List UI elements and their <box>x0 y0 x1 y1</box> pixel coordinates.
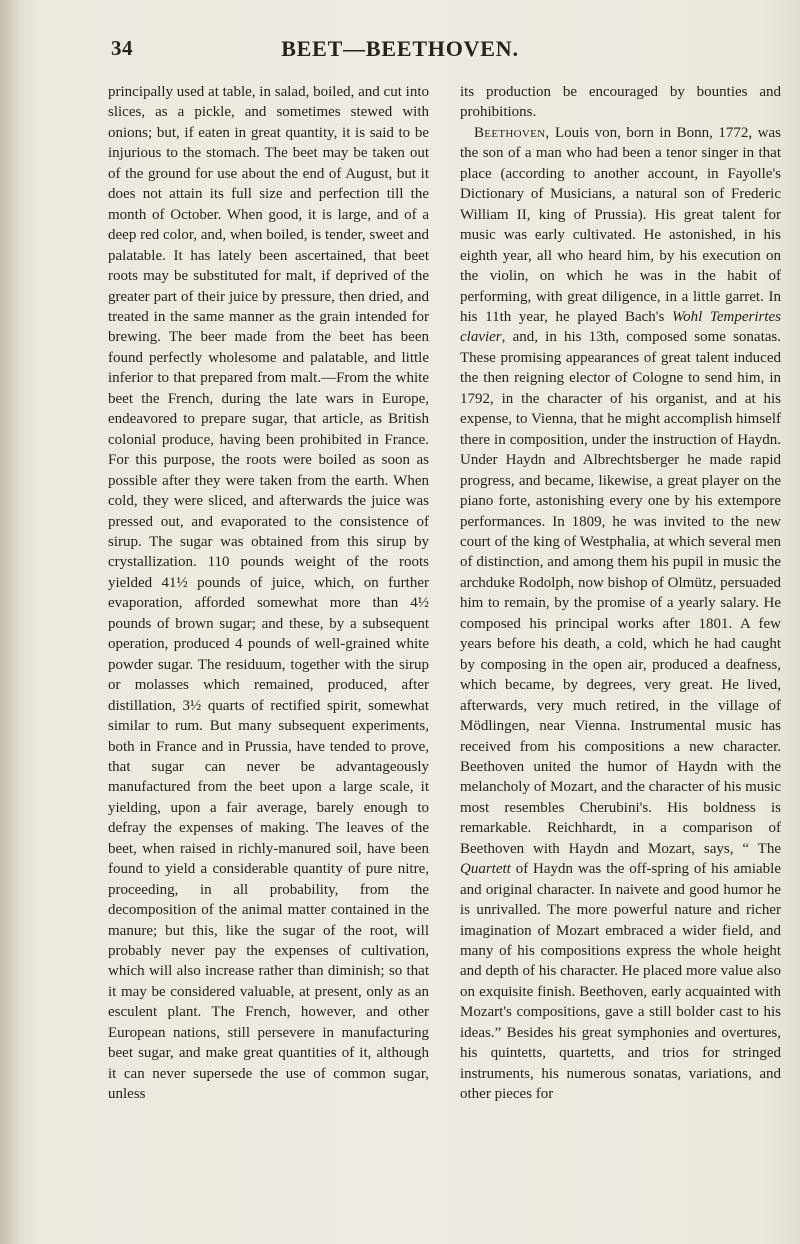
quartett-term: Quartett <box>460 861 511 878</box>
beet-article-continuation: principally used at table, in salad, boiled, and cut into slices, as a pickle, and sometimes stewed with onions; but, if eaten in great quantity, it is said to be injurious to the stomach. The beet may be taken out of the ground for use about the end of August, but it does not attain its full size and perfection till the month of October. When good, it is large, and of a deep red color, and, when boiled, is tender, sweet and palatable. It has lately been ascertained, that beet roots may be substituted for malt, if deprived of the greater part of their juice by pressure, then dried, and treated in the same manner as the grain intended for brewing. The beer made from the beet has been found perfectly wholesome and palatable, and little inferior to that prepared from malt.—From the white beet the French, during the late wars in Europe, endeavored to prepare sugar, that article, as British colonial produce, having been prohibited in France. For this purpose, the roots were boiled as soon as possible after they were taken from the earth. When cold, they were sliced, and afterwards the juice was pressed out, and evaporated to the consistence of sirup. The sugar was obtained from this sirup by crystallization. 110 pounds weight of the roots yielded 41½ pounds of juice, which, on further evaporation, afforded somewhat more than 4½ pounds of brown sugar; and these, by a subsequent operation, produced 4 pounds of well-grained white powder sugar. The residuum, together with the sirup or molasses which remained, produced, after distillation, 3½ quarts of rectified spirit, somewhat similar to rum. But many subsequent experiments, both in France and in Prussia, have tended to prove, that sugar can never be advantageously manufactured from the beet upon a large scale, it yielding, upon a fair average, barely enough to defray the expenses of making. The leaves of the beet, when raised in richly-manured soil, have been found to yield a considerable quantity of pure nitre, proceeding, in all probability, from the decomposition of the animal matter contained in the manure; but this, like the sugar of the root, will probably never pay the expenses of cultivation, which will also increase rather than diminish; so that it may be considered valuable, at present, only as an esculent plant. The French, however, and other European nations, still persevere in manufacturing beet sugar, and make great quantities of it, although it can never supersede the use of common sugar, unless <box>108 84 429 1103</box>
page-number: 34 <box>111 36 133 60</box>
entry-headword: Beethoven, <box>474 124 550 141</box>
work-title: Wohl Temperirtes clavier <box>460 308 782 346</box>
left-column <box>108 82 429 1105</box>
entry-text-part-3: of Haydn was the off-spring of his amiable and original character. In naivete and good humor he is unrivalled. The more powerful nature and richer imagination of Mozart embraced a wider field, and many of his compositions express the whole height and depth of his character. He placed more value also on exquisite finish. Beethoven, early acquainted with Mozart's compositions, gave a still bolder cast to his ideas.” Besides his great symphonies and overtures, his quintetts, quartetts, and trios for stringed instruments, his numerous sonatas, variations, and other pieces for <box>460 861 781 1103</box>
running-head: BEET—BEETHOVEN. <box>281 36 519 61</box>
entry-text-part-2: , and, in his 13th, composed some sonatas. These promising appearances of great talent induced the then reigning elector of Cologne to send him, in 1792, in the character of his organist, and at his expense, to Vienna, that he might accomplish himself there in composition, under the instruction of Haydn. Under Haydn and Albrechtsberger he made rapid progress, and became, likewise, a great player on the piano forte, astonishing every one by his extempore performances. In 1809, he was invited to the new court of the king of Westphalia, at which several men of distinction, and among them his pupil in music the archduke Rodolph, now bishop of Olmütz, persuaded him to remain, by the promise of a yearly salary. He composed his principal works after 1801. A few years before his death, a cold, which he had caught by composing in the open air, produced a deafness, which became, by degrees, very great. He lived, afterwards, very much retired, in the village of Mödlingen, near Vienna. Instrumental music has received from his compositions a new character. Beethoven united the humor of Haydn with the melancholy of Mozart, and the character of his music most resembles Cherubini's. His boldness is remarkable. Reichhardt, in a comparison of Beethoven with Haydn and Mozart, says, “ The <box>460 329 781 857</box>
beethoven-entry <box>460 123 781 1105</box>
page-header <box>0 36 800 76</box>
beet-article-ending: its production be encouraged by bounties and prohibitions. <box>460 84 781 121</box>
right-column <box>460 82 781 1105</box>
entry-text-part-1: Louis von, born in Bonn, 1772, was the son of a man who had been a tenor singer in that place (according to another account, in Fayolle's Dictionary of Musicians, a natural son of Frederic William II, king of Prussia). His great talent for music was early cultivated. He astonished, in his eighth year, all who heard him, by his execution on the violin, on which he was in the habit of performing, with great diligence, in a little garret. In his 11th year, he played Bach's <box>460 124 781 325</box>
page-gutter-shadow <box>0 0 22 1244</box>
